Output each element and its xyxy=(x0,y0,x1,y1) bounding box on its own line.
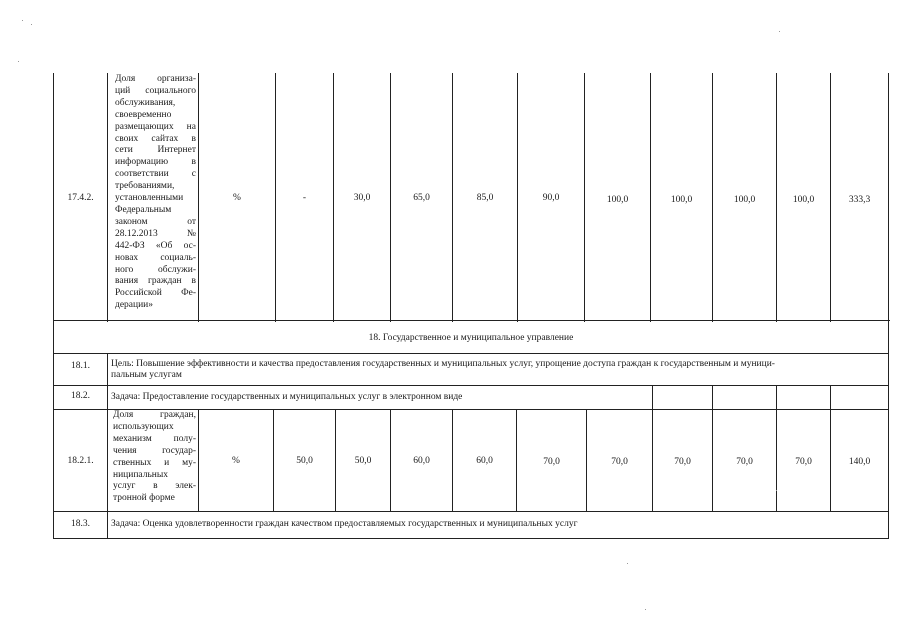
unit-cell: % xyxy=(233,192,241,203)
description-line: своих сайтах в xyxy=(115,133,196,144)
row-number: 18.3. xyxy=(71,518,90,529)
row-number: 18.2. xyxy=(71,390,90,401)
rule xyxy=(107,73,108,322)
row-number: 18.2.1. xyxy=(67,455,94,466)
description-line: Российской Фе- xyxy=(115,288,196,299)
value-cell: 100,0 xyxy=(733,194,756,205)
task-text: Задача: Предоставление государственных и муниципальных услуг в электронном виде xyxy=(111,392,463,402)
section-heading: 18. Государственное и муниципальное управление xyxy=(368,332,574,343)
scan-speck xyxy=(31,24,32,25)
value-cell: 60,0 xyxy=(476,455,493,466)
value-cell: 30,0 xyxy=(353,192,371,203)
value-cell: 70,0 xyxy=(611,456,628,467)
value-cell: - xyxy=(302,192,307,203)
scan-speck xyxy=(18,61,19,62)
rule xyxy=(888,73,889,539)
description-line: установленными xyxy=(115,193,184,204)
value-cell: 60,0 xyxy=(413,455,430,466)
scan-speck xyxy=(627,563,628,564)
value-cell: 70,0 xyxy=(736,456,753,467)
scan-speck xyxy=(22,20,23,21)
description-line: ственных и му- xyxy=(113,457,196,468)
description-line: требованиями, xyxy=(115,181,175,192)
description-line: Доля граждан, xyxy=(113,410,196,420)
value-cell: 100,0 xyxy=(670,194,693,205)
goal-text-line2: пальным услугам xyxy=(111,370,182,380)
rule xyxy=(53,385,889,386)
description-line: дерации» xyxy=(115,300,154,311)
description-line: услуг в элек- xyxy=(113,481,196,492)
description-line: чения государ- xyxy=(113,445,196,456)
scan-speck xyxy=(645,609,646,610)
description-line: сети Интернет xyxy=(115,145,196,156)
scan-speck xyxy=(776,490,777,491)
value-cell: 333,3 xyxy=(848,194,871,205)
rule xyxy=(53,511,889,512)
value-cell: 70,0 xyxy=(674,456,691,467)
task-text: Задача: Оценка удовлетворенности граждан качеством предоставляемых государственных и муниципальных услуг xyxy=(111,519,578,529)
description-line: ниципальных xyxy=(113,469,169,480)
rule xyxy=(776,385,777,409)
value-cell: 65,0 xyxy=(413,192,430,203)
rule xyxy=(53,353,889,354)
description-line: использующих xyxy=(113,421,174,432)
description-line: вания граждан в xyxy=(115,276,196,287)
value-cell: 90,0 xyxy=(542,192,560,203)
description-line: соответствии с xyxy=(115,169,196,180)
description-line: тронной форме xyxy=(113,493,175,504)
rule xyxy=(53,73,54,539)
indicator-description xyxy=(113,410,196,505)
description-line: механизм полу- xyxy=(113,433,196,444)
value-cell: 100,0 xyxy=(792,194,815,205)
value-cell: 70,0 xyxy=(543,456,560,467)
unit-cell: % xyxy=(232,455,240,466)
rule xyxy=(53,538,889,539)
value-cell: 50,0 xyxy=(354,455,372,466)
indicator-description xyxy=(115,74,196,312)
description-line: Доля организа- xyxy=(115,74,196,84)
description-line: новах социаль- xyxy=(115,252,196,263)
rule xyxy=(53,320,890,321)
description-line: Федеральным xyxy=(115,204,172,215)
description-line: информацию в xyxy=(115,157,196,168)
rule xyxy=(830,385,831,409)
description-line: 442-ФЗ «Об ос- xyxy=(115,240,196,251)
goal-text-line1: Цель: Повышение эффективности и качества предоставления государственных и муниципальных услуг, упрощение доступа граждан к государственным и муници- xyxy=(111,359,775,369)
description-line: ций социального xyxy=(115,85,196,96)
description-line: 28.12.2013 № xyxy=(115,228,196,239)
row-number: 17.4.2. xyxy=(67,192,94,203)
description-line: обслуживания, xyxy=(115,97,176,108)
description-line: размещающих на xyxy=(115,121,196,132)
value-cell: 140,0 xyxy=(848,456,871,467)
rule xyxy=(652,385,653,409)
value-cell: 50,0 xyxy=(296,455,313,466)
value-cell: 70,0 xyxy=(795,456,812,467)
scan-speck xyxy=(779,31,780,32)
description-line: ного обслужи- xyxy=(115,264,196,275)
row-number: 18.1. xyxy=(71,360,90,371)
description-line: законом от xyxy=(115,216,196,227)
value-cell: 85,0 xyxy=(476,192,494,203)
value-cell: 100,0 xyxy=(606,194,629,205)
description-line: своевременно xyxy=(115,109,172,120)
rule xyxy=(712,385,713,409)
